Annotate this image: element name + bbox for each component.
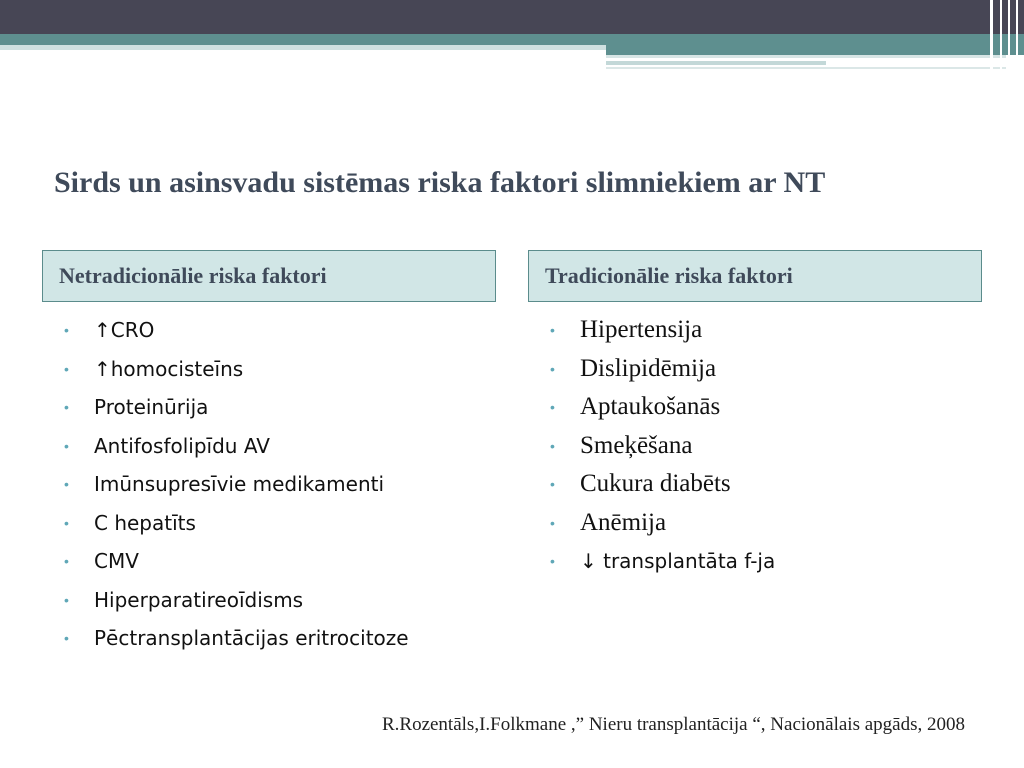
list-item <box>64 619 409 658</box>
header-step-line <box>606 67 1006 69</box>
list-item <box>550 504 775 543</box>
list-item <box>550 465 775 504</box>
bullet-icon: • <box>550 437 555 454</box>
bullet-icon: • <box>550 399 555 416</box>
bullet-icon: • <box>550 322 555 339</box>
list-item <box>550 542 775 581</box>
list-item <box>64 427 409 466</box>
bullet-icon: • <box>64 591 69 608</box>
list-item <box>64 350 409 389</box>
list-item-text: Aptaukošanās <box>580 393 721 421</box>
bullet-icon: • <box>550 553 555 570</box>
pale-band <box>0 45 610 50</box>
list-item-text: Pēctransplantācijas eritrocitoze <box>94 626 409 651</box>
list-item-text: Dislipidēmija <box>580 354 717 382</box>
bullet-icon: • <box>64 360 69 377</box>
bullet-icon: • <box>64 476 69 493</box>
traditional-list <box>550 311 775 581</box>
bullet-icon: • <box>550 360 555 377</box>
list-item <box>64 504 409 543</box>
bullet-icon: • <box>64 437 69 454</box>
list-item-text: Hipertensija <box>580 316 703 344</box>
list-item <box>64 581 409 620</box>
list-item-text: Proteinūrija <box>94 395 209 420</box>
list-item-text: Cukura diabēts <box>580 470 731 498</box>
bullet-icon: • <box>64 322 69 339</box>
list-item-text: Imūnsupresīvie medikamenti <box>94 472 385 497</box>
header-band <box>0 0 1024 34</box>
list-item-text: Anēmija <box>580 508 667 536</box>
list-item <box>64 542 409 581</box>
list-item <box>550 427 775 466</box>
list-item-text: ↑homocisteīns <box>94 356 244 381</box>
list-item <box>550 311 775 350</box>
header-step-line <box>606 61 826 65</box>
list-item-text: C hepatīts <box>94 510 196 535</box>
bullet-icon: • <box>64 630 69 647</box>
bullet-icon: • <box>64 399 69 416</box>
header-stripe <box>990 0 993 70</box>
teal-band <box>0 34 1024 45</box>
list-item <box>550 350 775 389</box>
list-item <box>64 465 409 504</box>
traditional-header: Tradicionālie riska faktori <box>528 250 982 302</box>
slide-title: Sirds un asinsvadu sistēmas riska faktori slimniekiem ar NT <box>54 166 826 199</box>
bullet-icon: • <box>64 553 69 570</box>
bullet-icon: • <box>550 514 555 531</box>
list-item <box>550 388 775 427</box>
nontraditional-header: Netradicionālie riska faktori <box>42 250 496 302</box>
bullet-icon: • <box>550 476 555 493</box>
header-stripe <box>1016 0 1018 70</box>
list-item <box>64 388 409 427</box>
bullet-icon: • <box>64 514 69 531</box>
list-item-text: Hiperparatireoīdisms <box>94 587 304 612</box>
list-item-text: ↑CRO <box>94 318 155 343</box>
list-item-text: ↓ transplantāta f-ja <box>580 549 776 574</box>
nontraditional-list <box>64 311 409 658</box>
list-item-text: CMV <box>94 549 139 574</box>
list-item <box>64 311 409 350</box>
header-stripe <box>1008 0 1010 70</box>
list-item-text: Antifosfolipīdu AV <box>94 433 270 458</box>
citation: R.Rozentāls,I.Folkmane ,” Nieru transplantācija “, Nacionālais apgāds, 2008 <box>381 714 965 735</box>
header-stripe <box>1000 0 1002 70</box>
list-item-text: Smeķēšana <box>580 431 693 459</box>
header-step-line <box>606 55 1006 58</box>
header-step-band <box>606 45 1024 55</box>
